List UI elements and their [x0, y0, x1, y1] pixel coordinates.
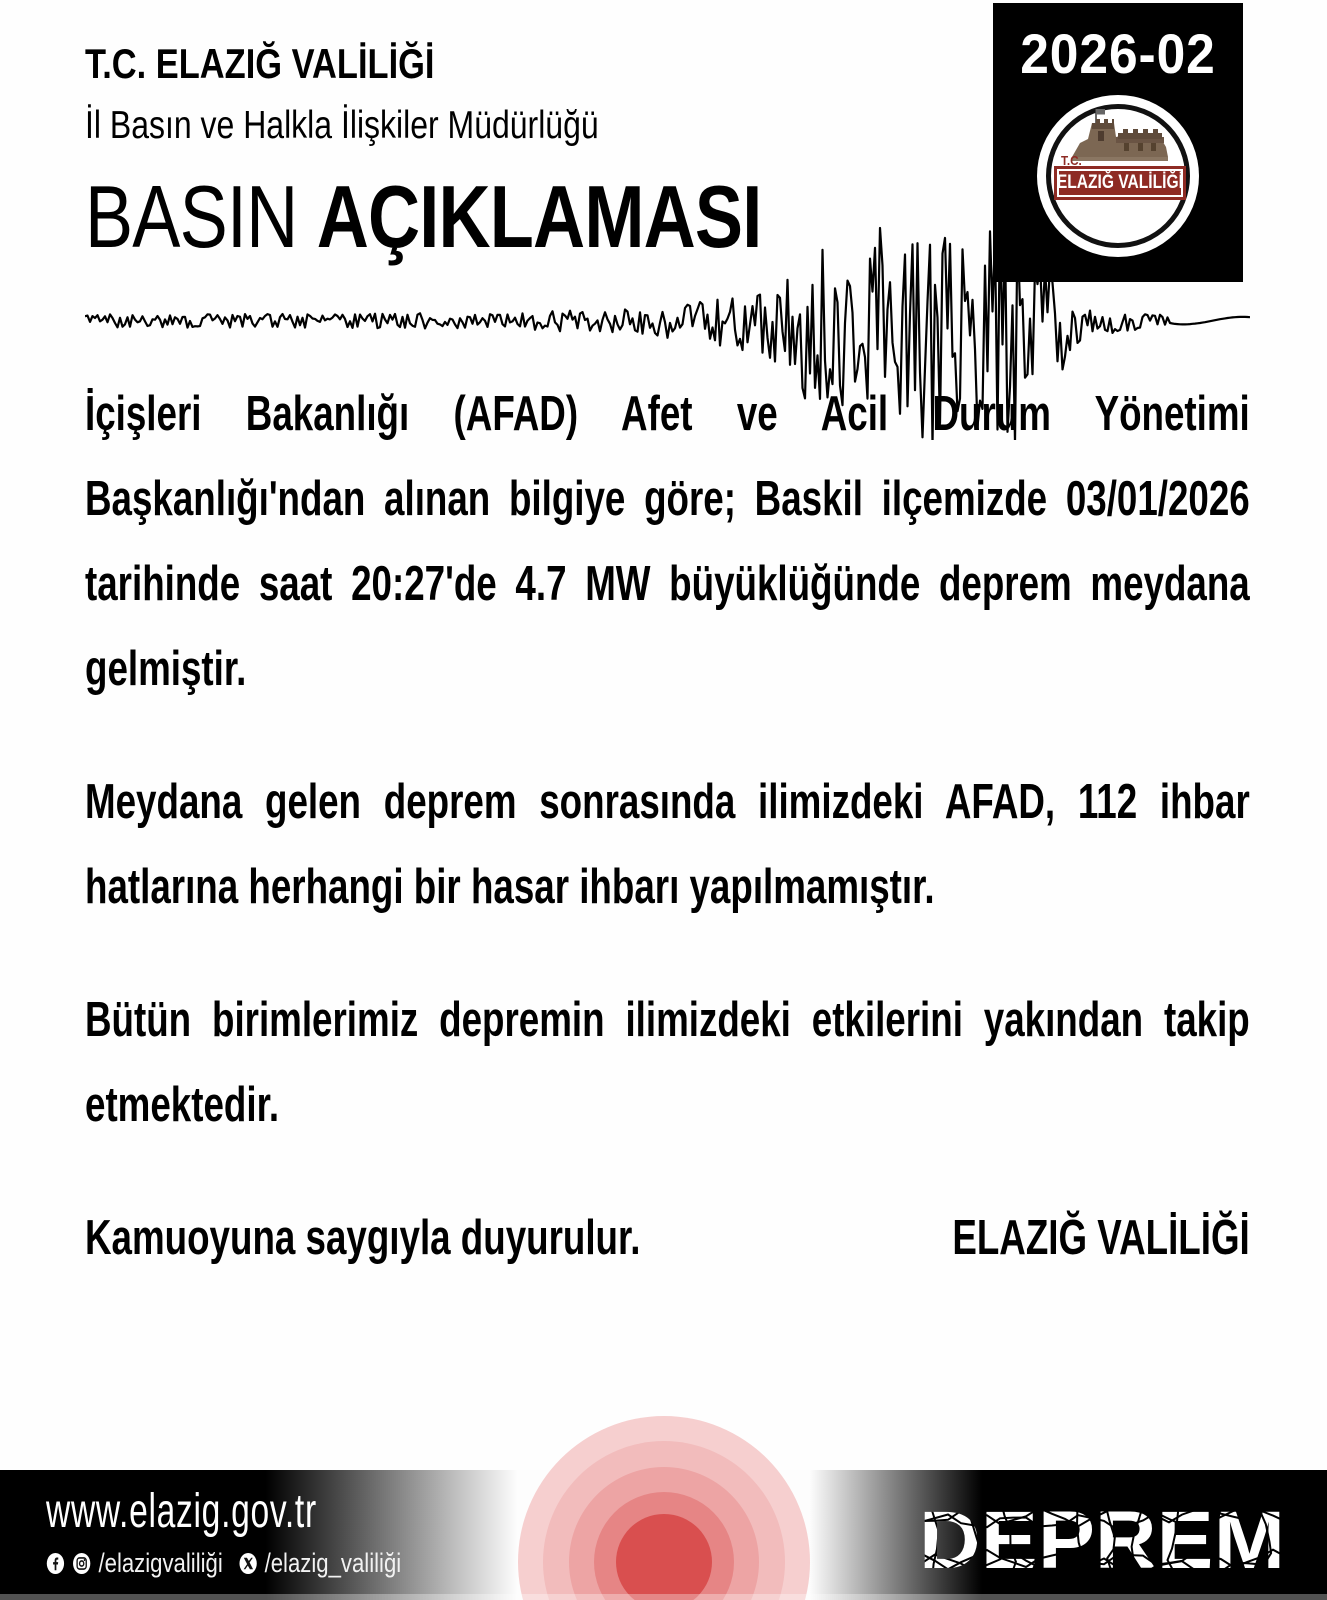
- body-text: [85, 372, 1250, 1281]
- epicenter-ring: [616, 1514, 712, 1600]
- signature: ELAZIĞ VALİLİĞİ: [952, 1211, 1250, 1265]
- paragraph-3: Bütün birimlerimiz depremin ilimizdeki etkilerini yakından takip etmektedir.: [85, 993, 1250, 1132]
- bottom-edge-strip: [0, 1594, 1327, 1600]
- x-icon: [238, 1552, 257, 1575]
- org-subtitle: İl Basın ve Halkla İlişkiler Müdürlüğü: [85, 104, 599, 147]
- closing-statement: Kamuoyuna saygıyla duyurulur.: [85, 1211, 641, 1265]
- social-row: [46, 1548, 401, 1579]
- facebook-icon: [46, 1552, 65, 1575]
- logo-banner: [1057, 169, 1183, 197]
- org-title: T.C. ELAZIĞ VALİLİĞİ: [85, 40, 435, 87]
- title-word-basin: BASIN: [85, 167, 298, 266]
- logo-banner-label: ELAZIĞ VALİLİĞİ: [1056, 172, 1184, 193]
- closing-row: [85, 1196, 1250, 1281]
- deprem-label: [912, 1498, 1292, 1583]
- issue-number: 2026-02: [1020, 22, 1216, 85]
- social-handle-x: /elazig_valiliği: [264, 1548, 402, 1578]
- social-handle-facebook-instagram: /elazigvaliliği: [98, 1548, 223, 1578]
- instagram-icon: [72, 1552, 91, 1575]
- paragraph-1: İçişleri Bakanlığı (AFAD) Afet ve Acil Durum Yönetimi Başkanlığı'ndan alınan bilgiye göre; Baskil ilçemizde 03/01/2026 tarihinde saat 20:27'de 4.7 MW büyüklüğünde deprem meydana gelmiştir.: [85, 387, 1250, 696]
- paragraph-2: Meydana gelen deprem sonrasında ilimizdeki AFAD, 112 ihbar hatlarına herhangi bir hasar ihbarı yapılmamıştır.: [85, 775, 1250, 914]
- title-word-aciklamasi: AÇIKLAMASI: [316, 167, 762, 266]
- logo-tc-label: T.C.: [1061, 153, 1082, 168]
- website-url: www.elazig.gov.tr: [46, 1485, 317, 1538]
